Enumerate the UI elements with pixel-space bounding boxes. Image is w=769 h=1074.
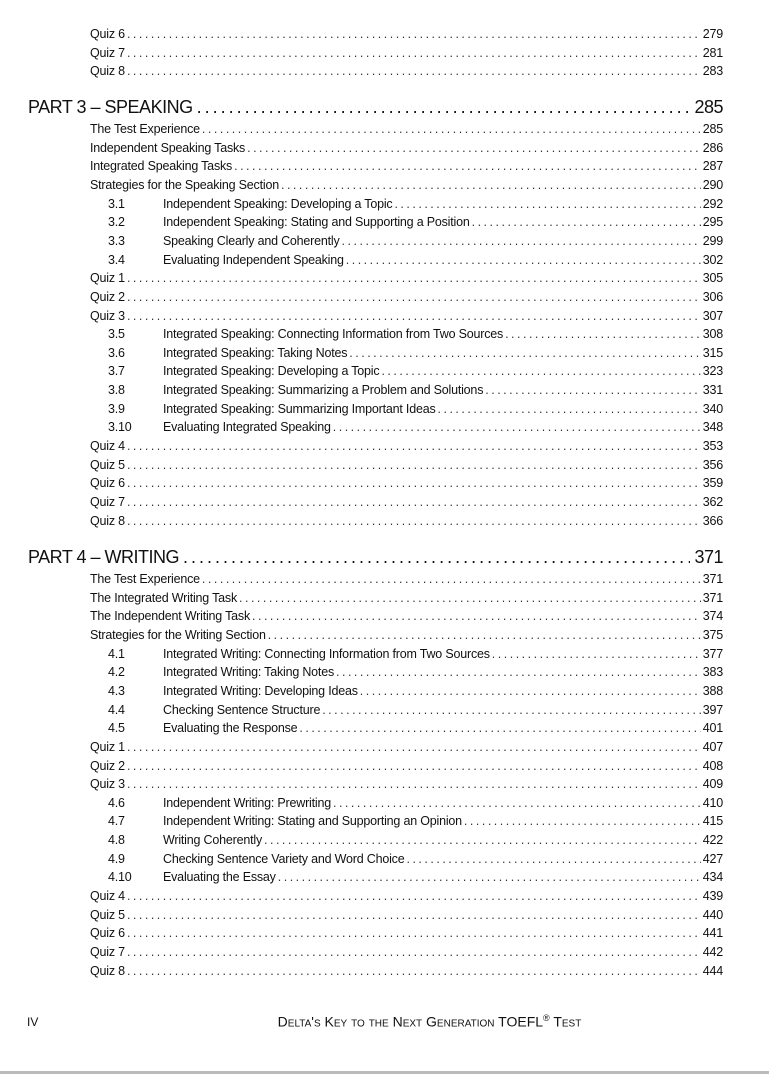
entry-title: The Integrated Writing Task [90, 590, 237, 605]
dot-leader [127, 738, 701, 756]
section-number: 3.6 [108, 345, 125, 360]
toc-entry[interactable] [90, 887, 723, 905]
dot-leader [464, 812, 701, 830]
toc-entry[interactable] [108, 794, 723, 812]
entry-title: The Test Experience [90, 572, 200, 586]
dot-leader [127, 44, 701, 62]
entry-page-number: 287 [702, 159, 723, 174]
entry-title: Integrated Speaking: Summarizing a Problem and Solutions [163, 383, 484, 398]
entry-page-number: 371 [702, 572, 723, 586]
dot-leader [127, 269, 701, 287]
entry-page-number: 377 [702, 646, 723, 661]
entry-title: Quiz 8 [90, 513, 125, 528]
dot-leader [197, 95, 691, 119]
toc-entry[interactable] [90, 493, 723, 511]
section-number: 3.5 [108, 327, 125, 342]
entry-page-number: 348 [702, 420, 723, 435]
dot-leader [127, 962, 701, 980]
section-number: 4.9 [108, 851, 125, 866]
toc-entry[interactable] [90, 62, 723, 80]
entry-title: Integrated Speaking: Developing a Topic [163, 364, 380, 379]
section-number: 4.2 [108, 665, 125, 680]
entry-page-number: 295 [702, 215, 723, 230]
running-footer-title [0, 1013, 769, 1030]
entry-page-number: 353 [702, 439, 723, 454]
entry-page-number: 308 [702, 327, 723, 342]
entry-title: Integrated Writing: Taking Notes [163, 665, 335, 680]
entry-page-number: 388 [702, 683, 723, 698]
entry-title: Integrated Speaking: Summarizing Important Ideas [163, 401, 436, 416]
section-number: 3.9 [108, 401, 125, 416]
toc-entry[interactable] [90, 943, 723, 961]
dot-leader [342, 232, 701, 250]
entry-page-number: 366 [702, 513, 723, 528]
dot-leader [472, 213, 701, 231]
dot-leader [278, 868, 701, 886]
entry-title: Speaking Clearly and Coherently [163, 233, 340, 248]
toc-entry[interactable] [108, 663, 723, 681]
entry-page-number: 383 [702, 665, 723, 680]
entry-page-number: 409 [702, 777, 723, 792]
entry-title: Quiz 4 [90, 889, 125, 904]
entry-title: Writing Coherently [163, 833, 262, 848]
entry-title: Quiz 2 [90, 758, 125, 773]
dot-leader [381, 362, 700, 380]
section-number: 3.7 [108, 364, 125, 379]
toc-entry[interactable] [108, 195, 723, 213]
entry-title: Quiz 7 [90, 495, 125, 509]
entry-page-number: 340 [702, 401, 723, 416]
dot-leader [252, 607, 701, 625]
entry-title: Quiz 3 [90, 777, 125, 792]
toc-entry[interactable] [90, 512, 723, 530]
part-page-number: 371 [694, 547, 723, 567]
entry-title: Checking Sentence Structure [163, 702, 321, 717]
section-number: 3.2 [108, 215, 125, 230]
toc-entry[interactable] [108, 812, 723, 830]
entry-title: Quiz 1 [90, 739, 125, 754]
entry-title: Quiz 5 [90, 907, 125, 922]
dot-leader [127, 307, 701, 325]
section-number: 4.4 [108, 702, 125, 717]
entry-page-number: 434 [702, 870, 723, 885]
entry-title: The Independent Writing Task [90, 609, 251, 624]
entry-page-number: 331 [702, 383, 723, 398]
dot-leader [127, 288, 701, 306]
entry-page-number: 415 [702, 814, 723, 829]
dot-leader [127, 775, 701, 793]
dot-leader [322, 701, 701, 719]
dot-leader [127, 437, 701, 455]
section-number: 4.6 [108, 795, 125, 810]
toc-entry[interactable] [90, 176, 723, 194]
entry-page-number: 441 [702, 926, 723, 941]
toc-entry[interactable] [108, 232, 723, 250]
toc-entry[interactable] [108, 251, 723, 269]
dot-leader [336, 663, 701, 681]
toc-entry[interactable] [90, 775, 723, 793]
entry-title: Quiz 5 [90, 457, 125, 472]
section-number: 4.7 [108, 814, 125, 829]
dot-leader [202, 120, 701, 138]
entry-title: Independent Writing: Prewriting [163, 795, 331, 810]
dot-leader [333, 418, 701, 436]
section-number: 3.1 [108, 196, 125, 211]
entry-page-number: 323 [702, 364, 723, 379]
toc-entry[interactable] [90, 44, 723, 62]
toc-entry[interactable] [108, 381, 723, 399]
dot-leader [127, 512, 701, 530]
dot-leader [127, 493, 701, 511]
dot-leader [268, 626, 701, 644]
entry-title: Strategies for the Speaking Section [90, 177, 279, 192]
entry-page-number: 359 [702, 476, 723, 491]
section-number: 3.4 [108, 252, 125, 267]
part-heading[interactable] [28, 95, 723, 119]
entry-title: Independent Writing: Stating and Supporting an Opinion [163, 814, 462, 829]
part-title: PART 4 – WRITING [28, 547, 180, 567]
toc-entry[interactable] [108, 325, 723, 343]
section-number: 4.10 [108, 870, 132, 885]
dot-leader [183, 545, 690, 569]
toc-entry[interactable] [108, 418, 723, 436]
part-heading[interactable] [28, 545, 723, 569]
entry-page-number: 286 [702, 140, 723, 155]
dot-leader [349, 344, 700, 362]
entry-page-number: 407 [702, 739, 723, 754]
entry-page-number: 397 [702, 702, 723, 717]
toc-entry[interactable] [108, 362, 723, 380]
entry-title: Integrated Speaking: Taking Notes [163, 345, 348, 360]
entry-page-number: 285 [702, 122, 723, 136]
toc-entry[interactable] [90, 589, 723, 607]
entry-title: Checking Sentence Variety and Word Choice [163, 851, 405, 866]
toc-entry[interactable] [108, 868, 723, 886]
entry-title: Strategies for the Writing Section [90, 627, 266, 642]
entry-title: Integrated Writing: Developing Ideas [163, 683, 358, 698]
entry-page-number: 292 [702, 196, 723, 211]
entry-page-number: 410 [702, 795, 723, 810]
entry-page-number: 362 [702, 495, 723, 509]
entry-title: Evaluating Integrated Speaking [163, 420, 331, 435]
toc-entry[interactable] [90, 139, 723, 157]
dot-leader [505, 325, 701, 343]
entry-title: Evaluating the Essay [163, 870, 276, 885]
entry-title: Integrated Writing: Connecting Information from Two Sources [163, 646, 490, 661]
section-number: 3.8 [108, 383, 125, 398]
toc-entry[interactable] [90, 157, 723, 175]
section-number: 4.1 [108, 646, 125, 661]
toc-entry[interactable] [90, 570, 723, 588]
entry-title: Quiz 2 [90, 289, 125, 304]
toc-entry[interactable] [90, 437, 723, 455]
entry-page-number: 401 [702, 721, 723, 736]
section-number: 4.8 [108, 833, 125, 848]
entry-page-number: 444 [702, 963, 723, 978]
entry-title: Independent Speaking: Developing a Topic [163, 196, 393, 211]
entry-title: Independent Speaking: Stating and Supporting a Position [163, 215, 470, 230]
entry-title: Quiz 8 [90, 64, 125, 79]
entry-page-number: 306 [702, 289, 723, 304]
toc-entry[interactable] [90, 607, 723, 625]
section-number: 4.3 [108, 683, 125, 698]
dot-leader [234, 157, 701, 175]
toc-entry[interactable] [108, 213, 723, 231]
dot-leader [406, 850, 700, 868]
entry-page-number: 422 [702, 833, 723, 848]
entry-title: Quiz 8 [90, 963, 125, 978]
page-number: IV [27, 1015, 39, 1029]
dot-leader [127, 25, 701, 43]
entry-page-number: 427 [702, 851, 723, 866]
dot-leader [239, 589, 701, 607]
entry-title: Quiz 6 [90, 27, 125, 41]
toc-entry[interactable] [108, 645, 723, 663]
section-number: 4.5 [108, 721, 125, 736]
entry-title: Evaluating Independent Speaking [163, 252, 344, 267]
toc-entry[interactable] [90, 738, 723, 756]
dot-leader [202, 570, 701, 588]
dot-leader [485, 381, 700, 399]
entry-title: The Test Experience [90, 122, 200, 136]
entry-page-number: 440 [702, 907, 723, 922]
dot-leader [127, 943, 701, 961]
entry-page-number: 408 [702, 758, 723, 773]
dot-leader [127, 887, 701, 905]
entry-page-number: 279 [702, 27, 723, 41]
entry-page-number: 283 [702, 64, 723, 79]
toc-entry[interactable] [90, 120, 723, 138]
entry-title: Integrated Speaking: Connecting Information from Two Sources [163, 327, 504, 342]
dot-leader [299, 719, 700, 737]
toc-entry[interactable] [90, 906, 723, 924]
toc-entry[interactable] [90, 962, 723, 980]
book-title: Delta's Key to the Next Generation TOEFL [277, 1013, 544, 1030]
entry-page-number: 315 [702, 345, 723, 360]
book-title-end: Test [553, 1013, 582, 1030]
entry-title: Quiz 1 [90, 271, 125, 286]
section-number: 3.10 [108, 420, 132, 435]
entry-title: Quiz 7 [90, 945, 125, 959]
toc-entry[interactable] [108, 682, 723, 700]
part-title: PART 3 – SPEAKING [28, 97, 193, 117]
entry-title: Quiz 6 [90, 476, 125, 491]
dot-leader [247, 139, 701, 157]
toc-entry[interactable] [108, 344, 723, 362]
entry-page-number: 356 [702, 457, 723, 472]
toc-entry[interactable] [90, 757, 723, 775]
dot-leader [127, 456, 701, 474]
toc-entry[interactable] [108, 831, 723, 849]
entry-title: Integrated Speaking Tasks [90, 159, 233, 174]
entry-page-number: 442 [702, 945, 723, 959]
entry-page-number: 439 [702, 889, 723, 904]
entry-page-number: 299 [702, 233, 723, 248]
toc-entry[interactable] [90, 474, 723, 492]
dot-leader [492, 645, 701, 663]
dot-leader [127, 924, 701, 942]
dot-leader [333, 794, 701, 812]
dot-leader [127, 474, 701, 492]
dot-leader [438, 400, 701, 418]
entry-title: Quiz 3 [90, 308, 125, 323]
registered-mark: ® [543, 1013, 550, 1023]
entry-page-number: 302 [702, 252, 723, 267]
entry-title: Evaluating the Response [163, 721, 298, 736]
dot-leader [127, 906, 701, 924]
entry-page-number: 375 [702, 627, 723, 642]
dot-leader [281, 176, 701, 194]
entry-title: Quiz 7 [90, 45, 125, 60]
toc-entry[interactable] [90, 456, 723, 474]
dot-leader [127, 757, 701, 775]
entry-page-number: 371 [702, 590, 723, 605]
dot-leader [264, 831, 701, 849]
toc-entry[interactable] [108, 850, 723, 868]
part-page-number: 285 [694, 97, 723, 117]
toc-entry[interactable] [90, 25, 723, 43]
toc-entry[interactable] [90, 288, 723, 306]
toc-entry[interactable] [90, 307, 723, 325]
dot-leader [394, 195, 700, 213]
toc-entry[interactable] [108, 701, 723, 719]
toc-entry[interactable] [90, 626, 723, 644]
entry-page-number: 374 [702, 609, 723, 624]
dot-leader [346, 251, 701, 269]
entry-title: Quiz 6 [90, 926, 125, 941]
dot-leader [360, 682, 701, 700]
entry-page-number: 307 [702, 308, 723, 323]
entry-page-number: 305 [702, 271, 723, 286]
section-number: 3.3 [108, 233, 125, 248]
dot-leader [127, 62, 701, 80]
entry-page-number: 281 [702, 45, 723, 60]
toc-entry[interactable] [108, 719, 723, 737]
entry-page-number: 290 [702, 177, 723, 192]
toc-entry[interactable] [90, 924, 723, 942]
toc-entry[interactable] [108, 400, 723, 418]
toc-entry[interactable] [90, 269, 723, 287]
entry-title: Independent Speaking Tasks [90, 140, 246, 155]
entry-title: Quiz 4 [90, 439, 125, 454]
